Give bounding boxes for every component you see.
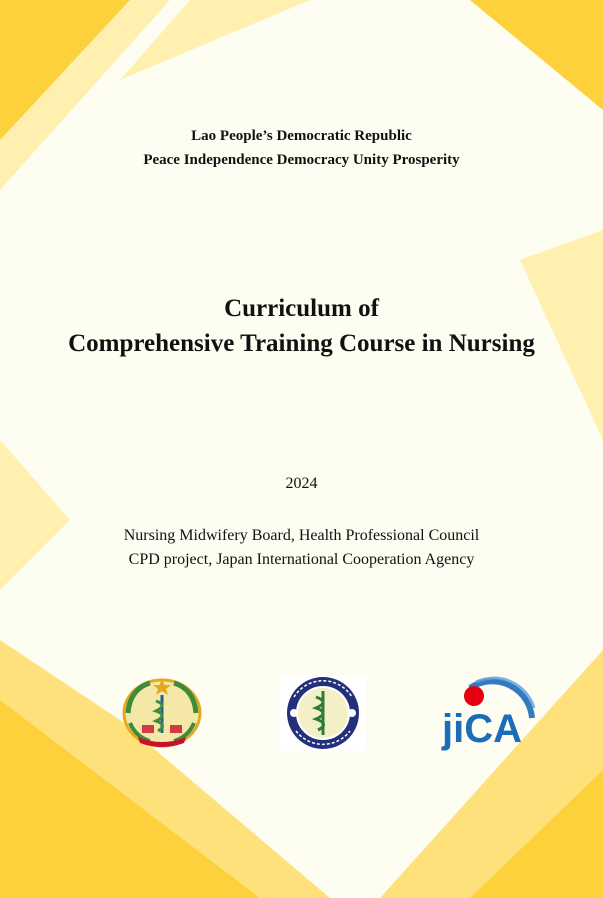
country-header — [0, 124, 603, 172]
national-motto: Peace Independence Democracy Unity Prosperity — [143, 152, 460, 168]
organization-line-2: CPD project, Japan International Cooperation Agency — [128, 551, 475, 568]
ministry-of-health-emblem — [120, 673, 204, 749]
organization-line-1: Nursing Midwifery Board, Health Professional Council — [123, 527, 480, 544]
health-professional-council-logo — [280, 675, 366, 751]
document-title — [0, 291, 603, 361]
bg-shape-top-right-deep — [470, 0, 603, 110]
country-name: Lao People’s Democratic Republic — [191, 128, 412, 144]
jica-logo — [440, 668, 536, 752]
bg-shape-top-left-deep — [0, 0, 130, 140]
jica-wordmark: jiCA — [442, 707, 522, 751]
organizations — [0, 524, 603, 572]
publication-year: 2024 — [285, 475, 318, 492]
title-line-1: Curriculum of — [224, 295, 379, 322]
title-line-2: Comprehensive Training Course in Nursing — [68, 330, 535, 357]
